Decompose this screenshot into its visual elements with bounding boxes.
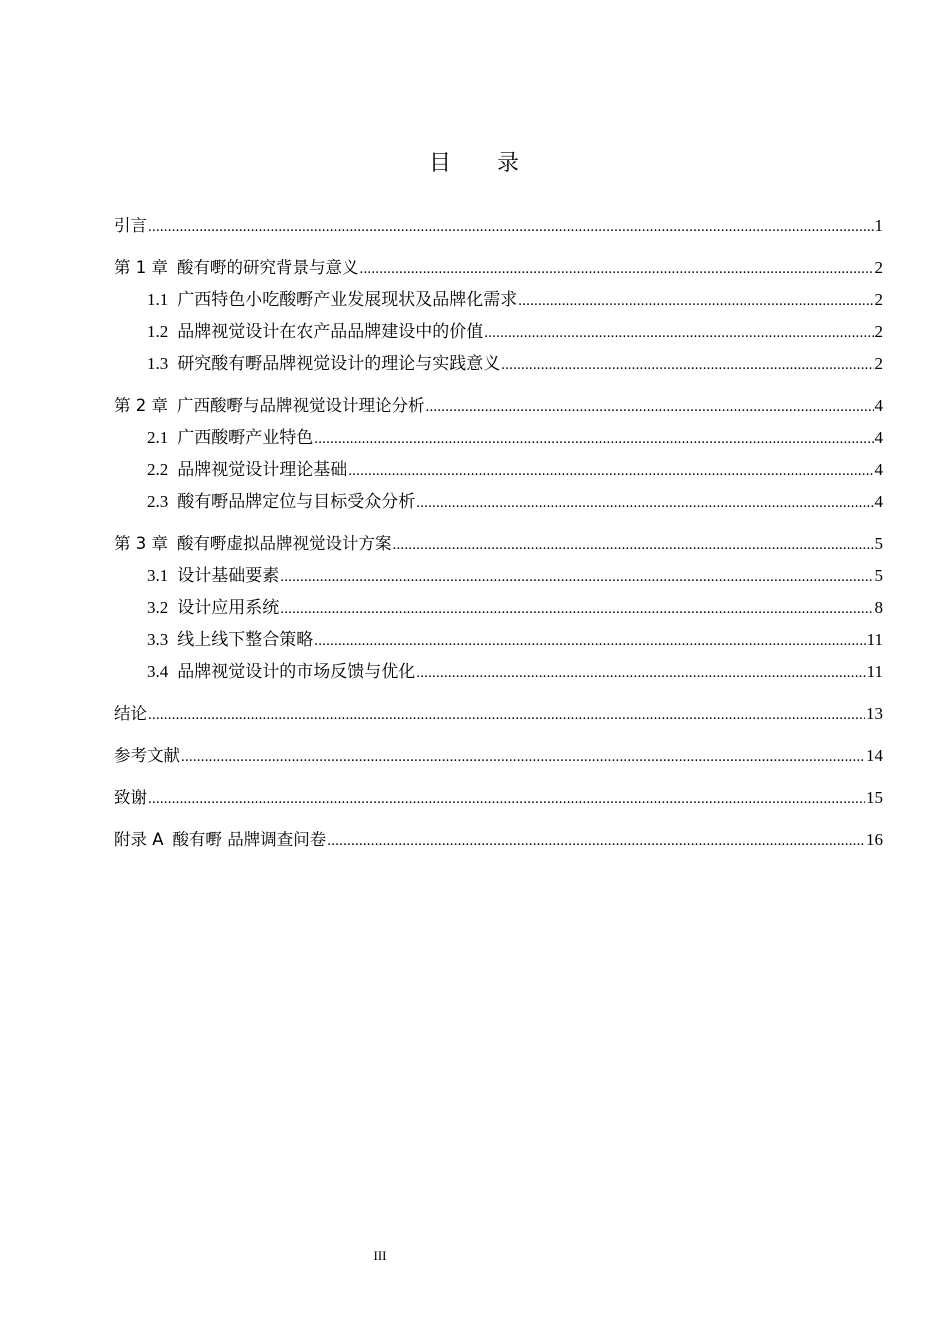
toc-entry[interactable]	[114, 390, 883, 422]
toc-entry-page: 4	[874, 460, 883, 479]
toc-entry-number: 1.2	[147, 322, 169, 341]
toc-entry-label: 设计基础要素	[177, 566, 280, 585]
toc-entry[interactable]	[114, 782, 883, 814]
toc-entry-label: 酸有嘢品牌定位与目标受众分析	[177, 492, 416, 511]
toc-entry[interactable]	[114, 252, 883, 284]
toc-entry-page: 4	[874, 396, 883, 415]
toc-entry-label: 设计应用系统	[177, 598, 280, 617]
toc-leader-dots	[416, 486, 873, 519]
toc-leader-dots	[148, 698, 865, 731]
toc-leader-dots	[280, 592, 873, 625]
toc-entry-number: 第 1 章	[114, 258, 168, 277]
toc-leader-dots	[501, 348, 873, 381]
toc-leader-dots	[484, 316, 873, 349]
toc-entry[interactable]	[114, 740, 883, 772]
toc-entry-label: 酸有嘢虚拟品牌视觉设计方案	[177, 534, 392, 553]
toc-entry-label: 品牌视觉设计理论基础	[177, 460, 348, 479]
toc-entry-label: 线上线下整合策略	[177, 630, 314, 649]
toc-entry-number: 3.2	[147, 598, 169, 617]
toc-entry-number: 1.3	[147, 354, 169, 373]
page-footer-number: III	[373, 1248, 387, 1263]
toc-entry[interactable]	[114, 624, 883, 656]
toc-entry-number: 第 3 章	[114, 534, 168, 553]
toc-entry-label: 广西酸嘢与品牌视觉设计理论分析	[177, 396, 425, 415]
toc-entry[interactable]	[114, 284, 883, 316]
toc-entry-page: 5	[874, 534, 883, 553]
toc-entry-number: 3.4	[147, 662, 169, 681]
table-of-contents	[114, 210, 883, 856]
toc-entry-page: 11	[866, 662, 883, 681]
toc-entry-page: 4	[874, 428, 883, 447]
toc-entry-label: 研究酸有嘢品牌视觉设计的理论与实践意义	[177, 354, 501, 373]
toc-leader-dots	[314, 422, 873, 455]
toc-entry[interactable]	[114, 592, 883, 624]
toc-entry-number: 附录 A	[114, 830, 164, 849]
toc-entry[interactable]	[114, 698, 883, 730]
toc-leader-dots	[360, 252, 874, 285]
toc-entry-page: 5	[874, 566, 883, 585]
toc-entry-number: 2.1	[147, 428, 169, 447]
toc-leader-dots	[280, 560, 873, 593]
toc-leader-dots	[148, 782, 865, 815]
toc-entry-number: 第 2 章	[114, 396, 168, 415]
toc-title	[0, 146, 950, 177]
toc-entry-page: 1	[874, 216, 883, 235]
toc-entry-page: 16	[866, 830, 883, 849]
toc-entry-number: 2.2	[147, 460, 169, 479]
toc-entry-label: 结论	[114, 704, 147, 723]
toc-entry-label: 品牌视觉设计在农产品品牌建设中的价值	[177, 322, 484, 341]
toc-entry-number: 3.1	[147, 566, 169, 585]
toc-title-char-2: 录	[497, 151, 522, 176]
toc-entry[interactable]	[114, 422, 883, 454]
toc-leader-dots	[181, 740, 865, 773]
toc-entry-page: 11	[866, 630, 883, 649]
toc-entry[interactable]	[114, 316, 883, 348]
toc-entry[interactable]	[114, 824, 883, 856]
toc-leader-dots	[426, 390, 874, 423]
toc-entry-number: 1.1	[147, 290, 169, 309]
toc-entry[interactable]	[114, 454, 883, 486]
toc-title-char-1: 目	[428, 151, 453, 176]
toc-entry-page: 4	[874, 492, 883, 511]
toc-entry-number: 3.3	[147, 630, 169, 649]
toc-entry-page: 2	[874, 322, 883, 341]
toc-entry-label: 致谢	[114, 788, 147, 807]
toc-entry-label: 引言	[114, 216, 147, 235]
toc-leader-dots	[393, 528, 874, 561]
toc-entry-label: 广西酸嘢产业特色	[177, 428, 314, 447]
toc-leader-dots	[518, 284, 873, 317]
toc-entry-page: 2	[874, 258, 883, 277]
toc-entry-label: 品牌视觉设计的市场反馈与优化	[177, 662, 416, 681]
toc-entry-label: 广西特色小吃酸嘢产业发展现状及品牌化需求	[177, 290, 518, 309]
toc-entry-page: 14	[866, 746, 883, 765]
toc-entry-label: 酸有嘢的研究背景与意义	[177, 258, 359, 277]
toc-entry[interactable]	[114, 560, 883, 592]
toc-entry-number: 2.3	[147, 492, 169, 511]
toc-leader-dots	[348, 454, 873, 487]
toc-entry-page: 15	[866, 788, 883, 807]
toc-entry[interactable]	[114, 210, 883, 242]
toc-entry-label: 酸有嘢 品牌调查问卷	[172, 830, 327, 849]
toc-entry[interactable]	[114, 656, 883, 688]
toc-leader-dots	[416, 656, 865, 689]
toc-entry-page: 2	[874, 354, 883, 373]
toc-leader-dots	[327, 824, 865, 857]
toc-entry-label: 参考文献	[114, 746, 180, 765]
toc-entry-page: 8	[874, 598, 883, 617]
toc-entry[interactable]	[114, 528, 883, 560]
toc-entry[interactable]	[114, 486, 883, 518]
toc-entry-page: 13	[866, 704, 883, 723]
toc-entry-page: 2	[874, 290, 883, 309]
toc-entry[interactable]	[114, 348, 883, 380]
toc-leader-dots	[148, 210, 874, 243]
toc-leader-dots	[314, 624, 865, 657]
